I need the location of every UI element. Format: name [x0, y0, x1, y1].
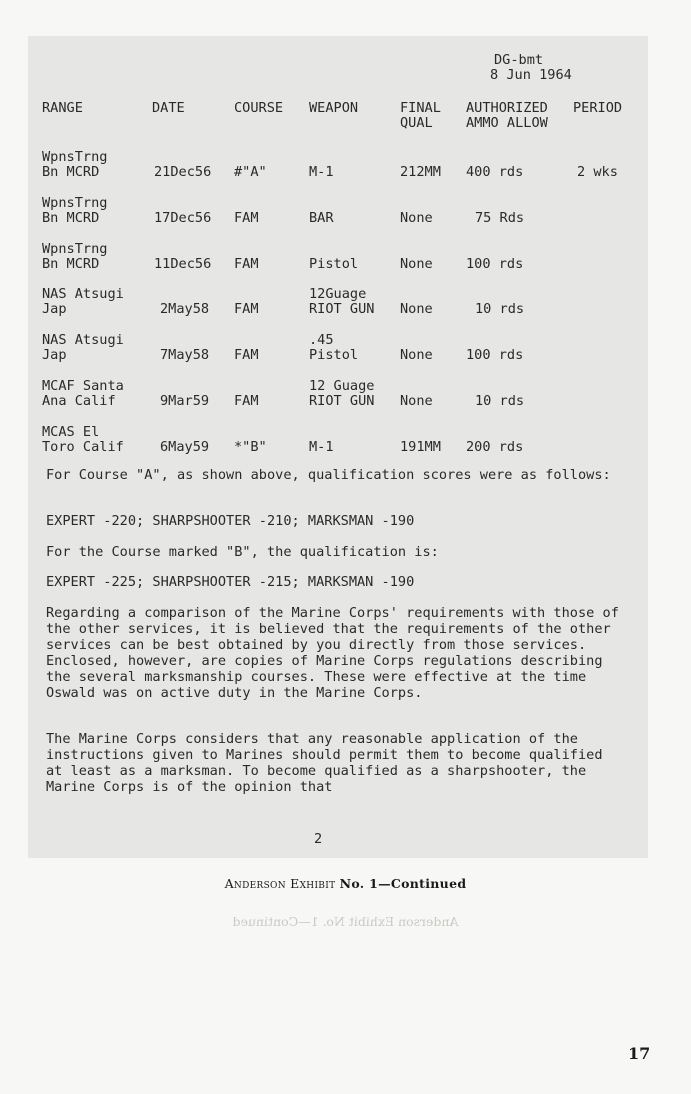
exhibit-caption — [0, 876, 691, 891]
row-date: 9Mar59 — [160, 393, 210, 409]
row-qual: None — [400, 256, 433, 272]
row-qual: None — [400, 347, 433, 363]
page-number: 17 — [628, 1044, 651, 1063]
doc-ref-date: 8 Jun 1964 — [490, 67, 572, 83]
row-weapon-line1: .45 — [309, 332, 334, 348]
row-qual: 191MM — [400, 439, 441, 455]
row-range-line1: WpnsTrng — [42, 195, 108, 211]
header-date: DATE — [152, 100, 185, 116]
row-range-line2: Ana Calif — [42, 393, 116, 409]
paragraph-scores-a: EXPERT -220; SHARPSHOOTER -210; MARKSMAN -190 — [46, 513, 415, 529]
row-course: FAM — [234, 347, 259, 363]
row-qual: None — [400, 301, 433, 317]
row-range-line1: MCAF Santa — [42, 378, 124, 394]
row-date: 6May59 — [160, 439, 210, 455]
row-weapon-line1: 12Guage — [309, 286, 367, 302]
row-weapon: RIOT GUN — [309, 393, 375, 409]
row-range-line1: MCAS El — [42, 424, 100, 440]
header-authorized: AUTHORIZED — [466, 100, 548, 116]
header-ammo-allow: AMMO ALLOW — [466, 115, 548, 131]
row-weapon: RIOT GUN — [309, 301, 375, 317]
row-course: FAM — [234, 393, 259, 409]
row-course: FAM — [234, 256, 259, 272]
header-period: PERIOD — [573, 100, 623, 116]
paragraph-course-b: For the Course marked "B", the qualification is: — [46, 544, 439, 560]
bleed-through-caption: Anderson Exhibit No. 1—Continued — [232, 914, 459, 929]
row-qual: None — [400, 393, 433, 409]
row-ammo: 200 rds — [466, 439, 524, 455]
row-date: 7May58 — [160, 347, 210, 363]
paragraph-scores-b: EXPERT -225; SHARPSHOOTER -215; MARKSMAN -190 — [46, 574, 415, 590]
row-weapon: M-1 — [309, 439, 334, 455]
row-range-line1: WpnsTrng — [42, 149, 108, 165]
header-final: FINAL — [400, 100, 441, 116]
row-weapon: BAR — [309, 210, 334, 226]
caption-name: Anderson Exhibit — [224, 876, 336, 891]
row-course: FAM — [234, 210, 259, 226]
row-range-line1: NAS Atsugi — [42, 332, 124, 348]
row-range-line2: Jap — [42, 347, 67, 363]
header-qual: QUAL — [400, 115, 433, 131]
row-weapon: Pistol — [309, 256, 359, 272]
row-period: 2 wks — [577, 164, 618, 180]
header-course: COURSE — [234, 100, 284, 116]
sheet-page-number: 2 — [314, 831, 323, 847]
header-weapon: WEAPON — [309, 100, 359, 116]
row-range-line1: NAS Atsugi — [42, 286, 124, 302]
row-date: 2May58 — [160, 301, 210, 317]
row-range-line2: Jap — [42, 301, 67, 317]
row-range-line1: WpnsTrng — [42, 241, 108, 257]
row-course: FAM — [234, 301, 259, 317]
row-ammo: 10 rds — [475, 301, 525, 317]
row-course: *"B" — [234, 439, 267, 455]
doc-ref-initials: DG-bmt — [494, 52, 544, 68]
row-date: 17Dec56 — [154, 210, 212, 226]
row-range-line2: Toro Calif — [42, 439, 124, 455]
row-ammo: 400 rds — [466, 164, 524, 180]
row-weapon-line1: 12 Guage — [309, 378, 375, 394]
paragraph-comparison: Regarding a comparison of the Marine Corps' requirements with those of the other services, it is believed that the requirements of the other services can be best obtained by you directly from those services. Enclosed, however, are copies of Marine Corps regulations describing the several marksmanship courses. These were effective at the time Oswald was on active duty in the Marine Corps. — [46, 605, 619, 701]
row-qual: None — [400, 210, 433, 226]
paragraph-opinion: The Marine Corps considers that any reasonable application of the instructions given to Marines should permit them to become qualified at least as a marksman. To become qualified as a sharpshooter, the Marine Corps is of the opinion that — [46, 731, 603, 795]
header-range: RANGE — [42, 100, 83, 116]
row-ammo: 100 rds — [466, 347, 524, 363]
row-range-line2: Bn MCRD — [42, 210, 100, 226]
row-weapon: Pistol — [309, 347, 359, 363]
row-date: 21Dec56 — [154, 164, 212, 180]
row-ammo: 75 Rds — [475, 210, 525, 226]
paragraph-course-a: For Course "A", as shown above, qualification scores were as follows: — [46, 467, 611, 483]
row-ammo: 100 rds — [466, 256, 524, 272]
row-qual: 212MM — [400, 164, 441, 180]
row-date: 11Dec56 — [154, 256, 212, 272]
caption-number: No. 1—Continued — [339, 876, 467, 891]
row-range-line2: Bn MCRD — [42, 164, 100, 180]
row-weapon: M-1 — [309, 164, 334, 180]
row-ammo: 10 rds — [475, 393, 525, 409]
row-range-line2: Bn MCRD — [42, 256, 100, 272]
row-course: #"A" — [234, 164, 267, 180]
